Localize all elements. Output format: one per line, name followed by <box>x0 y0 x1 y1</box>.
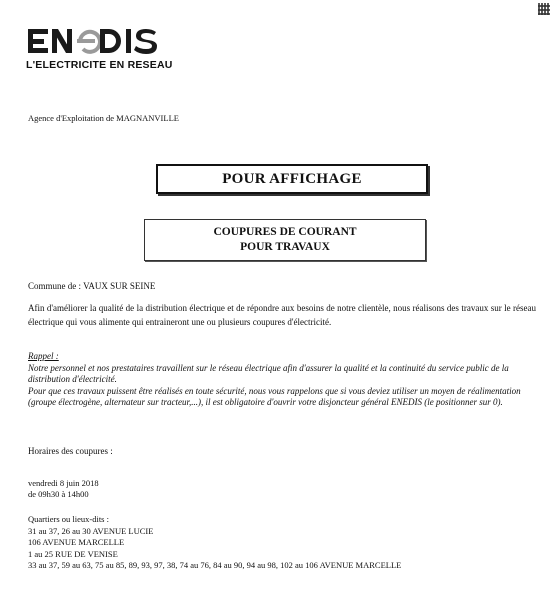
quartier-item: 1 au 25 RUE DE VENISE <box>28 548 118 559</box>
qr-code-mark <box>538 3 550 15</box>
notice-title-box <box>156 164 428 194</box>
quartier-item: 31 au 37, 26 au 30 AVENUE LUCIE <box>28 525 154 536</box>
quartier-item: 106 AVENUE MARCELLE <box>28 537 125 547</box>
schedule-time: de 09h30 à 14h00 <box>28 489 89 499</box>
subject-line-1: COUPURES DE COURANT <box>213 226 357 238</box>
horaires-label: Horaires des coupures : <box>28 446 113 456</box>
subject-box <box>144 219 426 261</box>
rappel-section <box>28 351 528 409</box>
rappel-paragraph-1: Notre personnel et nos prestataires travaillent sur le réseau électrique afin d'assurer la qualité et la continuité du service public de la distribution d'électricité. <box>28 362 509 384</box>
quartiers-label: Quartiers ou lieux-dits : <box>28 514 109 524</box>
enedis-logo <box>28 26 168 56</box>
rappel-title: Rappel : <box>28 351 59 361</box>
quartiers-block <box>28 514 401 572</box>
schedule-date: vendredi 8 juin 2018 <box>28 478 99 488</box>
quartier-item: 33 au 37, 59 au 63, 75 au 85, 89, 93, 97, 38, 74 au 76, 84 au 90, 94 au 98, 102 au 106 AVENUE MARCELLE <box>28 560 402 570</box>
notice-title: POUR AFFICHAGE <box>222 170 362 187</box>
commune-label: Commune de : VAUX SUR SEINE <box>28 281 156 291</box>
schedule-block <box>28 478 99 500</box>
intro-paragraph: Afin d'améliorer la qualité de la distribution électrique et de répondre aux besoins de notre clientèle, nous réalisons des travaux sur le réseau électrique qui vous alimente qui entraineront une ou plusieurs coupures d'électricité. <box>28 303 536 327</box>
rappel-paragraph-2: Pour que ces travaux puissent être réalisés en toute sécurité, nous vous rappelons que si vous deviez utiliser un moyen de réalimentation (groupe électrogène, alternateur sur tracteur,...), il est obligatoire d'ouvrir votre disjoncteur général ENEDIS (le positionner sur 0). <box>28 385 521 407</box>
agency-name: Agence d'Exploitation de MAGNANVILLE <box>28 113 179 123</box>
subject-line-2: POUR TRAVAUX <box>240 241 330 253</box>
logo-tagline: L'ELECTRICITE EN RESEAU <box>26 59 173 71</box>
